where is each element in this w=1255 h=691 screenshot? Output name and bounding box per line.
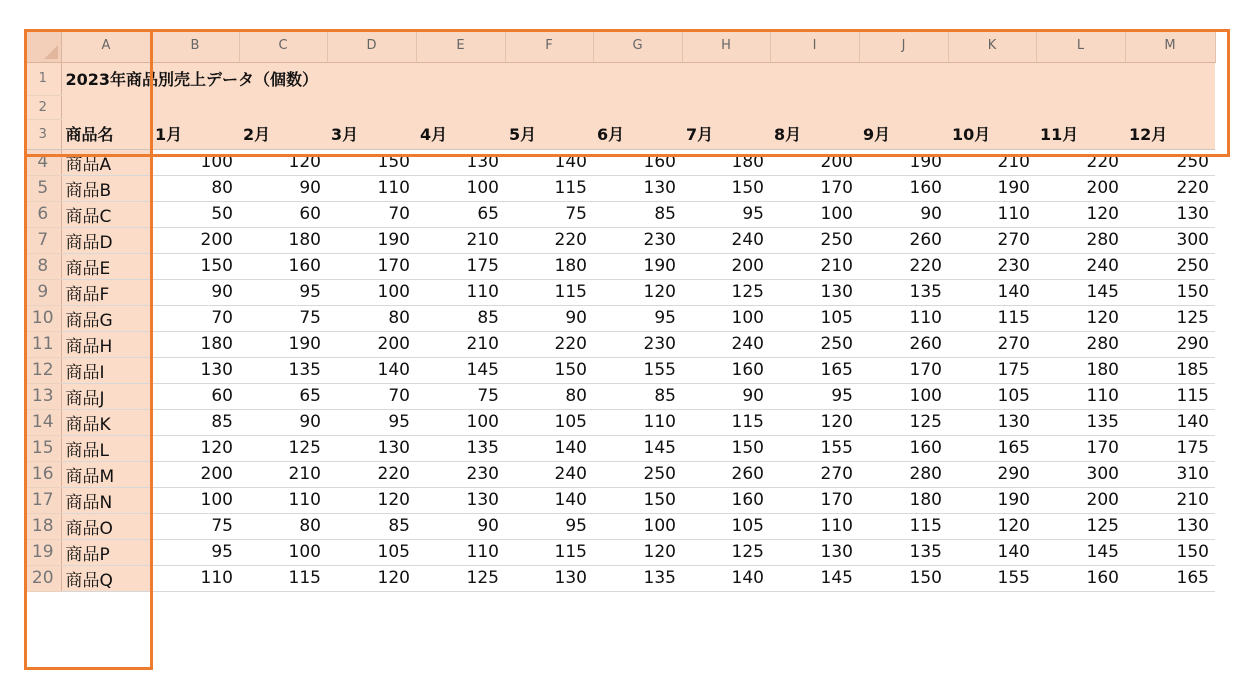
sales-value-cell[interactable]: 170 <box>1036 435 1125 461</box>
sales-value-cell[interactable]: 110 <box>859 305 948 331</box>
sales-value-cell[interactable]: 80 <box>505 383 593 409</box>
sales-value-cell[interactable]: 185 <box>1125 357 1215 383</box>
sales-value-cell[interactable]: 140 <box>505 487 593 513</box>
sales-value-cell[interactable]: 70 <box>327 201 416 227</box>
sales-value-cell[interactable]: 165 <box>948 435 1036 461</box>
column-header-l[interactable]: L <box>1036 29 1125 62</box>
sales-value-cell[interactable]: 145 <box>770 565 859 591</box>
sales-value-cell[interactable]: 130 <box>770 279 859 305</box>
sales-value-cell[interactable]: 110 <box>948 201 1036 227</box>
sales-value-cell[interactable]: 120 <box>1036 201 1125 227</box>
sales-value-cell[interactable]: 115 <box>239 565 327 591</box>
sales-value-cell[interactable]: 170 <box>770 487 859 513</box>
header-cell-month[interactable]: 5月 <box>505 119 593 149</box>
sales-value-cell[interactable]: 220 <box>505 227 593 253</box>
sales-value-cell[interactable]: 130 <box>1125 201 1215 227</box>
header-cell-month[interactable]: 10月 <box>948 119 1036 149</box>
sales-value-cell[interactable]: 140 <box>948 279 1036 305</box>
sales-value-cell[interactable]: 290 <box>1125 331 1215 357</box>
header-cell-month[interactable]: 2月 <box>239 119 327 149</box>
sales-value-cell[interactable]: 190 <box>948 175 1036 201</box>
sales-value-cell[interactable]: 135 <box>239 357 327 383</box>
sales-value-cell[interactable]: 290 <box>948 461 1036 487</box>
sales-value-cell[interactable]: 160 <box>239 253 327 279</box>
sales-value-cell[interactable]: 135 <box>416 435 505 461</box>
title-row <box>25 62 1215 95</box>
product-name-cell[interactable]: 商品D <box>61 227 151 253</box>
table-row <box>25 175 1215 201</box>
sales-value-cell[interactable]: 160 <box>859 175 948 201</box>
sales-value-cell[interactable]: 165 <box>770 357 859 383</box>
row-header[interactable]: 20 <box>25 565 61 591</box>
product-name-cell[interactable]: 商品B <box>61 175 151 201</box>
table-row <box>25 565 1215 591</box>
header-row <box>25 119 1215 149</box>
product-name-cell[interactable]: 商品O <box>61 513 151 539</box>
sales-value-cell[interactable]: 120 <box>327 487 416 513</box>
sales-value-cell[interactable]: 260 <box>859 227 948 253</box>
table-row <box>25 409 1215 435</box>
sales-value-cell[interactable]: 115 <box>948 305 1036 331</box>
sales-value-cell[interactable]: 95 <box>682 201 770 227</box>
row-header[interactable]: 18 <box>25 513 61 539</box>
column-header-b[interactable]: B <box>151 29 239 62</box>
sales-value-cell[interactable]: 155 <box>948 565 1036 591</box>
table-row <box>25 201 1215 227</box>
sales-value-cell[interactable]: 250 <box>593 461 682 487</box>
table-row <box>25 513 1215 539</box>
column-header-c[interactable]: C <box>239 29 327 62</box>
column-header-i[interactable]: I <box>770 29 859 62</box>
header-cell-month[interactable]: 7月 <box>682 119 770 149</box>
sales-value-cell[interactable]: 200 <box>682 253 770 279</box>
sales-value-cell[interactable]: 85 <box>593 201 682 227</box>
sales-value-cell[interactable]: 115 <box>505 175 593 201</box>
sales-value-cell[interactable]: 120 <box>593 279 682 305</box>
header-cell-month[interactable]: 3月 <box>327 119 416 149</box>
sales-value-cell[interactable]: 150 <box>1125 539 1215 565</box>
sales-value-cell[interactable]: 220 <box>859 253 948 279</box>
sales-value-cell[interactable]: 125 <box>859 409 948 435</box>
sales-value-cell[interactable]: 190 <box>948 487 1036 513</box>
sales-value-cell[interactable]: 220 <box>1036 149 1125 175</box>
sales-value-cell[interactable]: 270 <box>948 331 1036 357</box>
sales-value-cell[interactable]: 95 <box>239 279 327 305</box>
sales-value-cell[interactable]: 300 <box>1125 227 1215 253</box>
sales-value-cell[interactable]: 160 <box>682 487 770 513</box>
sales-value-cell[interactable]: 175 <box>1125 435 1215 461</box>
sales-value-cell[interactable]: 190 <box>327 227 416 253</box>
sales-value-cell[interactable]: 220 <box>1125 175 1215 201</box>
product-name-cell[interactable]: 商品I <box>61 357 151 383</box>
column-header-a[interactable]: A <box>61 29 151 62</box>
sales-value-cell[interactable]: 105 <box>327 539 416 565</box>
sales-value-cell[interactable]: 135 <box>859 539 948 565</box>
sales-value-cell[interactable]: 100 <box>416 409 505 435</box>
product-name-cell[interactable]: 商品J <box>61 383 151 409</box>
sales-value-cell[interactable]: 100 <box>151 487 239 513</box>
table-row <box>25 305 1215 331</box>
sales-value-cell[interactable]: 280 <box>859 461 948 487</box>
sales-value-cell[interactable]: 180 <box>505 253 593 279</box>
sales-value-cell[interactable]: 120 <box>327 565 416 591</box>
sales-value-cell[interactable]: 70 <box>151 305 239 331</box>
column-header-f[interactable]: F <box>505 29 593 62</box>
sales-value-cell[interactable]: 150 <box>505 357 593 383</box>
sales-value-cell[interactable]: 100 <box>593 513 682 539</box>
sales-value-cell[interactable]: 190 <box>859 149 948 175</box>
row-header[interactable]: 2 <box>25 95 61 119</box>
sales-value-cell[interactable]: 105 <box>682 513 770 539</box>
sales-value-cell[interactable]: 120 <box>239 149 327 175</box>
sales-value-cell[interactable]: 200 <box>1036 487 1125 513</box>
sales-value-cell[interactable]: 115 <box>505 279 593 305</box>
sales-value-cell[interactable]: 145 <box>1036 539 1125 565</box>
sales-value-cell[interactable]: 100 <box>151 149 239 175</box>
sales-value-cell[interactable]: 190 <box>239 331 327 357</box>
product-name-cell[interactable]: 商品P <box>61 539 151 565</box>
sales-value-cell[interactable]: 180 <box>682 149 770 175</box>
sales-value-cell[interactable]: 115 <box>505 539 593 565</box>
sales-value-cell[interactable]: 240 <box>682 331 770 357</box>
sales-value-cell[interactable]: 100 <box>859 383 948 409</box>
column-header-g[interactable]: G <box>593 29 682 62</box>
sales-value-cell[interactable]: 210 <box>770 253 859 279</box>
sales-value-cell[interactable]: 160 <box>859 435 948 461</box>
sales-value-cell[interactable]: 75 <box>416 383 505 409</box>
sales-value-cell[interactable]: 250 <box>770 227 859 253</box>
row-header[interactable]: 1 <box>25 62 61 95</box>
sales-value-cell[interactable]: 230 <box>948 253 1036 279</box>
sales-value-cell[interactable]: 80 <box>327 305 416 331</box>
row-header[interactable]: 12 <box>25 357 61 383</box>
column-header-m[interactable]: M <box>1125 29 1215 62</box>
row-header[interactable]: 14 <box>25 409 61 435</box>
header-cell-month[interactable]: 4月 <box>416 119 505 149</box>
sales-value-cell[interactable]: 90 <box>505 305 593 331</box>
sales-value-cell[interactable]: 120 <box>151 435 239 461</box>
sales-value-cell[interactable]: 100 <box>682 305 770 331</box>
sales-value-cell[interactable]: 120 <box>593 539 682 565</box>
sales-value-cell[interactable]: 260 <box>682 461 770 487</box>
sales-value-cell[interactable]: 135 <box>1036 409 1125 435</box>
sales-value-cell[interactable]: 200 <box>327 331 416 357</box>
table-row <box>25 227 1215 253</box>
sales-value-cell[interactable]: 180 <box>239 227 327 253</box>
sales-value-cell[interactable]: 160 <box>1036 565 1125 591</box>
sales-value-cell[interactable]: 150 <box>682 435 770 461</box>
sales-value-cell[interactable]: 90 <box>239 175 327 201</box>
sales-value-cell[interactable]: 150 <box>327 149 416 175</box>
header-cell-month[interactable]: 1月 <box>151 119 239 149</box>
sales-value-cell[interactable]: 125 <box>1125 305 1215 331</box>
sales-value-cell[interactable]: 200 <box>1036 175 1125 201</box>
column-header-row <box>25 29 1215 62</box>
table-row <box>25 279 1215 305</box>
sales-value-cell[interactable]: 85 <box>151 409 239 435</box>
row-header[interactable]: 16 <box>25 461 61 487</box>
sales-value-cell[interactable]: 170 <box>859 357 948 383</box>
sales-value-cell[interactable]: 220 <box>327 461 416 487</box>
sales-value-cell[interactable]: 85 <box>327 513 416 539</box>
sheet-title-cell[interactable]: 2023年商品別売上データ（個数） <box>61 62 1215 95</box>
sales-value-cell[interactable]: 65 <box>416 201 505 227</box>
sales-value-cell[interactable]: 125 <box>682 279 770 305</box>
product-name-cell[interactable]: 商品G <box>61 305 151 331</box>
sales-value-cell[interactable]: 160 <box>593 149 682 175</box>
sales-value-cell[interactable]: 200 <box>151 227 239 253</box>
row-header[interactable]: 5 <box>25 175 61 201</box>
sales-value-cell[interactable]: 180 <box>1036 357 1125 383</box>
product-name-cell[interactable]: 商品L <box>61 435 151 461</box>
sales-value-cell[interactable]: 125 <box>416 565 505 591</box>
sales-value-cell[interactable]: 130 <box>416 149 505 175</box>
blank-row <box>25 95 1215 119</box>
row-header[interactable]: 9 <box>25 279 61 305</box>
table-row <box>25 487 1215 513</box>
sales-value-cell[interactable]: 130 <box>593 175 682 201</box>
sales-value-cell[interactable]: 145 <box>1036 279 1125 305</box>
sales-value-cell[interactable]: 75 <box>151 513 239 539</box>
sales-value-cell[interactable]: 210 <box>239 461 327 487</box>
sales-value-cell[interactable]: 200 <box>151 461 239 487</box>
sales-value-cell[interactable]: 260 <box>859 331 948 357</box>
table-row <box>25 331 1215 357</box>
row-header[interactable]: 17 <box>25 487 61 513</box>
sales-value-cell[interactable]: 95 <box>327 409 416 435</box>
column-header-h[interactable]: H <box>682 29 770 62</box>
sales-value-cell[interactable]: 75 <box>505 201 593 227</box>
row-header[interactable]: 4 <box>25 149 61 175</box>
sales-value-cell[interactable]: 200 <box>770 149 859 175</box>
product-name-cell[interactable]: 商品H <box>61 331 151 357</box>
sales-value-cell[interactable]: 175 <box>948 357 1036 383</box>
product-name-cell[interactable]: 商品N <box>61 487 151 513</box>
sales-value-cell[interactable]: 140 <box>505 435 593 461</box>
sales-value-cell[interactable]: 85 <box>416 305 505 331</box>
sales-value-cell[interactable]: 145 <box>593 435 682 461</box>
sales-value-cell[interactable]: 180 <box>859 487 948 513</box>
sales-value-cell[interactable]: 100 <box>416 175 505 201</box>
column-header-j[interactable]: J <box>859 29 948 62</box>
sales-value-cell[interactable]: 150 <box>682 175 770 201</box>
sales-value-cell[interactable]: 210 <box>948 149 1036 175</box>
sales-value-cell[interactable]: 165 <box>1125 565 1215 591</box>
sales-value-cell[interactable]: 240 <box>682 227 770 253</box>
sales-value-cell[interactable]: 90 <box>239 409 327 435</box>
sales-value-cell[interactable]: 130 <box>327 435 416 461</box>
row-header[interactable]: 15 <box>25 435 61 461</box>
product-name-cell[interactable]: 商品F <box>61 279 151 305</box>
header-cell-month[interactable]: 9月 <box>859 119 948 149</box>
sales-value-cell[interactable]: 95 <box>770 383 859 409</box>
sales-value-cell[interactable]: 150 <box>593 487 682 513</box>
row-header[interactable]: 7 <box>25 227 61 253</box>
sales-value-cell[interactable]: 80 <box>239 513 327 539</box>
sales-value-cell[interactable]: 240 <box>1036 253 1125 279</box>
sales-value-cell[interactable]: 90 <box>859 201 948 227</box>
header-cell-month[interactable]: 6月 <box>593 119 682 149</box>
sales-value-cell[interactable]: 130 <box>416 487 505 513</box>
sales-value-cell[interactable]: 175 <box>416 253 505 279</box>
row-header[interactable]: 6 <box>25 201 61 227</box>
row-header[interactable]: 8 <box>25 253 61 279</box>
header-cell-month[interactable]: 12月 <box>1125 119 1215 149</box>
table-row <box>25 149 1215 175</box>
table-row <box>25 435 1215 461</box>
row-header[interactable]: 11 <box>25 331 61 357</box>
sales-value-cell[interactable]: 90 <box>416 513 505 539</box>
sales-value-cell[interactable]: 130 <box>151 357 239 383</box>
sales-value-cell[interactable]: 190 <box>593 253 682 279</box>
sales-value-cell[interactable]: 210 <box>416 331 505 357</box>
sales-value-cell[interactable]: 110 <box>327 175 416 201</box>
sales-value-cell[interactable]: 160 <box>682 357 770 383</box>
sales-value-cell[interactable]: 90 <box>151 279 239 305</box>
sales-value-cell[interactable]: 95 <box>151 539 239 565</box>
sales-value-cell[interactable]: 240 <box>505 461 593 487</box>
sales-value-cell[interactable]: 110 <box>239 487 327 513</box>
sales-value-cell[interactable]: 210 <box>416 227 505 253</box>
sales-value-cell[interactable]: 300 <box>1036 461 1125 487</box>
sales-value-cell[interactable]: 280 <box>1036 331 1125 357</box>
column-header-e[interactable]: E <box>416 29 505 62</box>
table-row <box>25 357 1215 383</box>
sales-value-cell[interactable]: 155 <box>770 435 859 461</box>
sales-value-cell[interactable]: 130 <box>1125 513 1215 539</box>
select-all-icon <box>44 45 58 59</box>
sales-value-cell[interactable]: 125 <box>682 539 770 565</box>
sales-value-cell[interactable]: 65 <box>239 383 327 409</box>
sales-value-cell[interactable]: 95 <box>505 513 593 539</box>
header-cell-month[interactable]: 11月 <box>1036 119 1125 149</box>
sales-value-cell[interactable]: 220 <box>505 331 593 357</box>
sales-value-cell[interactable]: 280 <box>1036 227 1125 253</box>
sales-value-cell[interactable]: 115 <box>1125 383 1215 409</box>
sales-value-cell[interactable]: 80 <box>151 175 239 201</box>
sales-value-cell[interactable]: 110 <box>416 539 505 565</box>
sales-value-cell[interactable]: 100 <box>327 279 416 305</box>
product-name-cell[interactable]: 商品E <box>61 253 151 279</box>
row-header[interactable]: 10 <box>25 305 61 331</box>
sales-value-cell[interactable]: 310 <box>1125 461 1215 487</box>
column-header-d[interactable]: D <box>327 29 416 62</box>
sales-value-cell[interactable]: 130 <box>948 409 1036 435</box>
sales-value-cell[interactable]: 230 <box>416 461 505 487</box>
sales-value-cell[interactable]: 60 <box>239 201 327 227</box>
sales-value-cell[interactable]: 50 <box>151 201 239 227</box>
sales-value-cell[interactable]: 110 <box>770 513 859 539</box>
product-name-cell[interactable]: 商品A <box>61 149 151 175</box>
sales-value-cell[interactable]: 140 <box>682 565 770 591</box>
sales-value-cell[interactable]: 110 <box>151 565 239 591</box>
sales-value-cell[interactable]: 105 <box>770 305 859 331</box>
sales-value-cell[interactable]: 150 <box>1125 279 1215 305</box>
table-row <box>25 539 1215 565</box>
sales-value-cell[interactable]: 105 <box>948 383 1036 409</box>
sales-value-cell[interactable]: 120 <box>948 513 1036 539</box>
sales-value-cell[interactable]: 140 <box>505 149 593 175</box>
header-cell-month[interactable]: 8月 <box>770 119 859 149</box>
sales-value-cell[interactable]: 140 <box>1125 409 1215 435</box>
sales-value-cell[interactable]: 110 <box>416 279 505 305</box>
sales-value-cell[interactable]: 130 <box>505 565 593 591</box>
sales-value-cell[interactable]: 210 <box>1125 487 1215 513</box>
sales-value-cell[interactable]: 170 <box>770 175 859 201</box>
sales-value-cell[interactable]: 230 <box>593 331 682 357</box>
sales-value-cell[interactable]: 115 <box>859 513 948 539</box>
sales-value-cell[interactable]: 120 <box>1036 305 1125 331</box>
sales-value-cell[interactable]: 145 <box>416 357 505 383</box>
row-header[interactable]: 19 <box>25 539 61 565</box>
sales-value-cell[interactable]: 130 <box>770 539 859 565</box>
sales-value-cell[interactable]: 150 <box>151 253 239 279</box>
product-name-cell[interactable]: 商品K <box>61 409 151 435</box>
sales-value-cell[interactable]: 250 <box>770 331 859 357</box>
sales-value-cell[interactable]: 60 <box>151 383 239 409</box>
sales-value-cell[interactable]: 110 <box>593 409 682 435</box>
sales-value-cell[interactable]: 125 <box>239 435 327 461</box>
sales-value-cell[interactable]: 180 <box>151 331 239 357</box>
spreadsheet-grid <box>25 29 1255 691</box>
sales-value-cell[interactable]: 120 <box>770 409 859 435</box>
product-name-cell[interactable]: 商品C <box>61 201 151 227</box>
sales-value-cell[interactable]: 270 <box>770 461 859 487</box>
sales-value-cell[interactable]: 250 <box>1125 149 1215 175</box>
sales-value-cell[interactable]: 140 <box>327 357 416 383</box>
sales-value-cell[interactable]: 140 <box>948 539 1036 565</box>
sales-value-cell[interactable]: 70 <box>327 383 416 409</box>
row-header[interactable]: 13 <box>25 383 61 409</box>
sales-value-cell[interactable]: 250 <box>1125 253 1215 279</box>
sales-value-cell[interactable]: 90 <box>682 383 770 409</box>
sales-value-cell[interactable]: 135 <box>593 565 682 591</box>
header-cell-product[interactable]: 商品名 <box>61 119 151 149</box>
column-header-k[interactable]: K <box>948 29 1036 62</box>
table-row <box>25 383 1215 409</box>
sales-value-cell[interactable]: 100 <box>770 201 859 227</box>
table-row <box>25 461 1215 487</box>
table-row <box>25 253 1215 279</box>
sales-value-cell[interactable]: 125 <box>1036 513 1125 539</box>
sales-value-cell[interactable]: 170 <box>327 253 416 279</box>
product-name-cell[interactable]: 商品Q <box>61 565 151 591</box>
row-header[interactable]: 3 <box>25 119 61 149</box>
sales-value-cell[interactable]: 270 <box>948 227 1036 253</box>
sales-value-cell[interactable]: 100 <box>239 539 327 565</box>
empty-cell[interactable] <box>61 95 1215 119</box>
sheet-table <box>25 29 1216 592</box>
sales-value-cell[interactable]: 230 <box>593 227 682 253</box>
product-name-cell[interactable]: 商品M <box>61 461 151 487</box>
select-all-corner[interactable] <box>25 29 61 62</box>
sales-value-cell[interactable]: 75 <box>239 305 327 331</box>
sales-value-cell[interactable]: 155 <box>593 357 682 383</box>
sales-value-cell[interactable]: 135 <box>859 279 948 305</box>
sales-value-cell[interactable]: 150 <box>859 565 948 591</box>
sales-value-cell[interactable]: 110 <box>1036 383 1125 409</box>
sales-value-cell[interactable]: 105 <box>505 409 593 435</box>
sales-value-cell[interactable]: 115 <box>682 409 770 435</box>
sales-value-cell[interactable]: 85 <box>593 383 682 409</box>
sales-value-cell[interactable]: 95 <box>593 305 682 331</box>
